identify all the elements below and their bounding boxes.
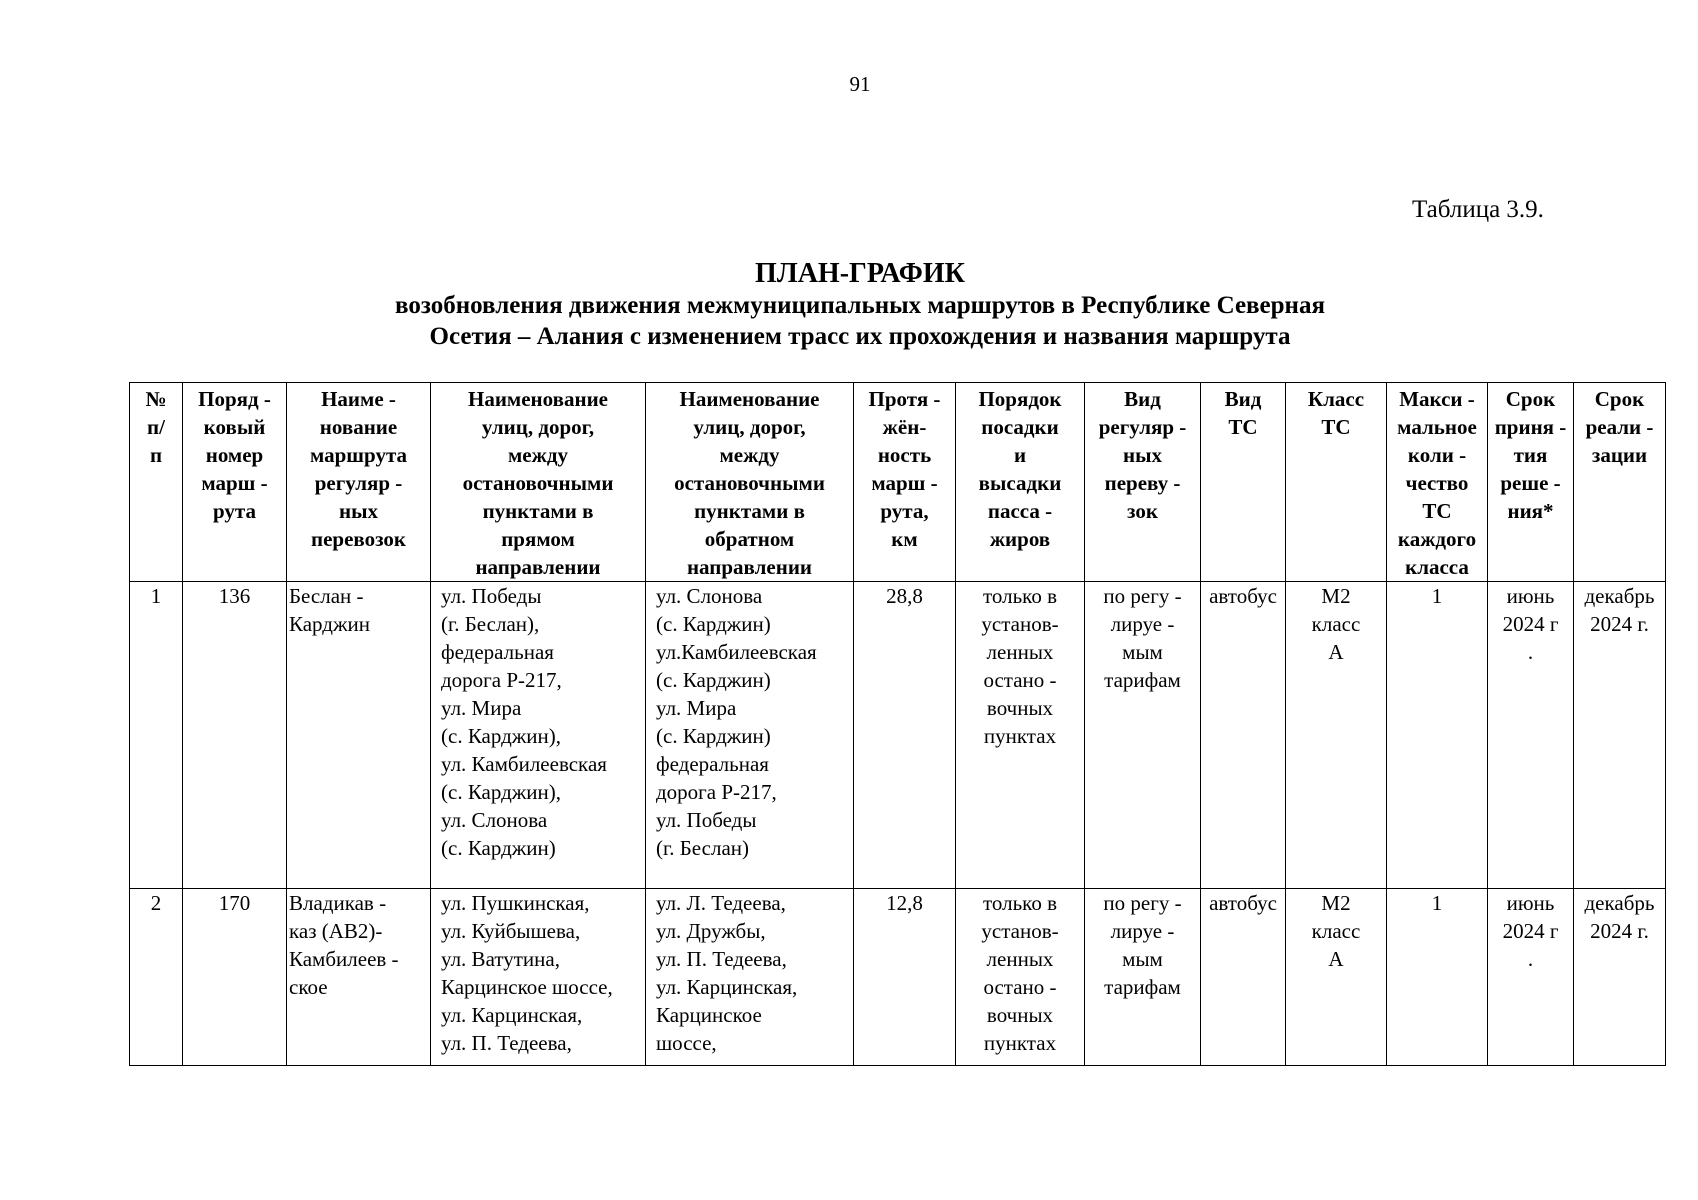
cell-max-vehicles: 1 — [1387, 889, 1488, 1066]
header-route-name: Наиме - нование маршрута регуляр - ных перевозок — [287, 383, 431, 582]
header-boarding: Порядок посадки и высадки пасса - жиров — [956, 383, 1085, 582]
title-line-1: возобновления движения межмуниципальных маршрутов в Республике Северная — [395, 292, 1325, 319]
cell-decision-date: июнь 2024 г . — [1488, 582, 1574, 889]
cell-transport-kind: по регу - лируе - мым тарифам — [1085, 889, 1201, 1066]
cell-backward: ул. Слонова (с. Карджин) ул.Камбилеевская (с. Карджин) ул. Мира (с. Карджин) федеральная дорога Р-217, ул. Победы (г. Беслан) — [646, 582, 854, 889]
cell-decision-date: июнь 2024 г . — [1488, 889, 1574, 1066]
header-implementation-date: Срок реали - зации — [1574, 383, 1666, 582]
cell-length: 12,8 — [854, 889, 956, 1066]
cell-num: 1 — [130, 582, 183, 889]
header-num: № п/ п — [130, 383, 183, 582]
header-length: Протя - жён- ность марш - рута, км — [854, 383, 956, 582]
title-main: ПЛАН-ГРАФИК — [755, 258, 965, 289]
cell-length: 28,8 — [854, 582, 956, 889]
cell-route-number: 136 — [183, 582, 287, 889]
cell-forward: ул. Пушкинская, ул. Куйбышева, ул. Ватутина, Карцинское шоссе, ул. Карцинская, ул. П. Тедеева, — [431, 889, 646, 1066]
table-row — [130, 889, 1666, 1066]
title-block — [0, 258, 1698, 352]
cell-transport-kind: по регу - лируе - мым тарифам — [1085, 582, 1201, 889]
cell-max-vehicles: 1 — [1387, 582, 1488, 889]
cell-boarding: только в установ- ленных остано - вочных пунктах — [956, 889, 1085, 1066]
header-decision-date: Срок приня - тия реше - ния* — [1488, 383, 1574, 582]
header-vehicle-type: Вид ТС — [1201, 383, 1286, 582]
cell-boarding: только в установ- ленных остано - вочных пунктах — [956, 582, 1085, 889]
cell-route-name: Владикав - каз (АВ2)- Камбилеев - ское — [287, 889, 431, 1066]
page-number: 91 — [849, 72, 871, 96]
cell-vehicle-class: М2 класс А — [1286, 889, 1387, 1066]
table-header-row — [130, 383, 1666, 582]
cell-implementation-date: декабрь 2024 г. — [1574, 582, 1666, 889]
cell-vehicle-type: автобус — [1201, 889, 1286, 1066]
header-vehicle-class: Класс ТС — [1286, 383, 1387, 582]
cell-num: 2 — [130, 889, 183, 1066]
cell-implementation-date: декабрь 2024 г. — [1574, 889, 1666, 1066]
cell-route-name: Беслан - Карджин — [287, 582, 431, 889]
table-row — [130, 582, 1666, 889]
plan-table — [129, 382, 1666, 1066]
header-max-vehicles: Макси - мальное коли - чество ТС каждого класса — [1387, 383, 1488, 582]
header-backward: Наименование улиц, дорог, между остановочными пунктами в обратном направлении — [646, 383, 854, 582]
title-line-2: Осетия – Алания с изменением трасс их прохождения и названия маршрута — [429, 323, 1291, 350]
cell-forward: ул. Победы (г. Беслан), федеральная дорога Р-217, ул. Мира (с. Карджин), ул. Камбилеевская (с. Карджин), ул. Слонова (с. Карджин) — [431, 582, 646, 889]
cell-route-number: 170 — [183, 889, 287, 1066]
header-forward: Наименование улиц, дорог, между остановочными пунктами в прямом направлении — [431, 383, 646, 582]
table-label: Таблица 3.9. — [1412, 196, 1544, 223]
cell-vehicle-type: автобус — [1201, 582, 1286, 889]
cell-backward: ул. Л. Тедеева, ул. Дружбы, ул. П. Тедеева, ул. Карцинская, Карцинское шоссе, — [646, 889, 854, 1066]
header-route-number: Поряд - ковый номер марш - рута — [183, 383, 287, 582]
cell-vehicle-class: М2 класс А — [1286, 582, 1387, 889]
header-transport-kind: Вид регуляр - ных переву - зок — [1085, 383, 1201, 582]
